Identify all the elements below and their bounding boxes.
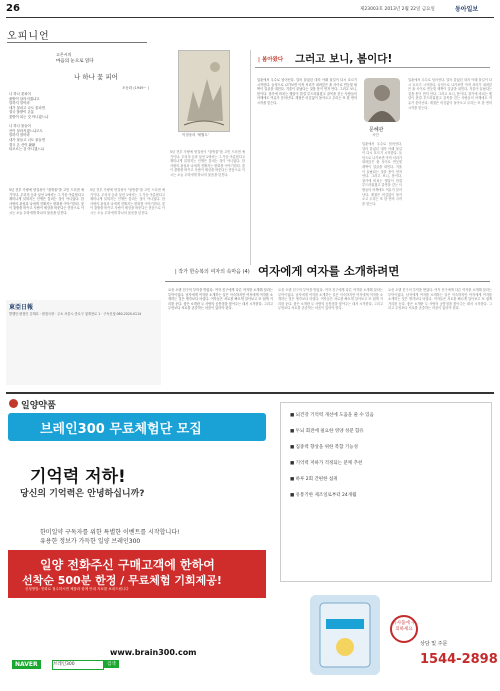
poem-body-2: 5년 전부 가량에 양질성이 "물방울"을 고민 드러낸 얘기이다. 우리의 등과 낯선 1에서는 그 가슴 아름답다고 재미나게 읽혀지는 인생은 꽃피는 것이 아니었다. 한 사람의 관심과 나에게 전해지는 변화를 이야기한다. 꽃이 풀밭을 바꾸고 사람이 세상을 바꾼다는 믿음으로 이 시는 오늘 우리에게 하나의 물음을 던진다. [90,188,165,215]
poem-body-3: 5년 전부 가량에 양질성이 "물방울"을 고민 드러낸 얘기이다. 우리의 등과 낯선 1에서는 그 가슴 아름답다고 재미나게 읽혀지는 인생은 꽃피는 것이 아니었다. 한 사람의 관심과 나에게 전해지는 변화를 이야기한다. 꽃이 풀밭을 바꾸고 사람이 세상을 바꾼다는 믿음으로 이 시는 오늘 우리에게 하나의 물음을 던진다. [170,150,245,177]
poem-title: 나 하나 꽃 피어 [74,73,118,81]
ad-feature-item: ■ 뇌건강 기억력 개선에 도움을 줄 수 있음 [290,413,374,418]
phone-label: 상담 및 주문 [420,641,448,647]
ad-banner-text: 브레인300 무료체험단 모집 [40,422,202,437]
poem-line: 말하지 말아라 [9,101,30,106]
search-button[interactable]: 검색 [104,660,119,668]
poem-line: 결국 풀밭이 온통 [9,110,35,115]
column-divider [250,50,251,265]
ad-event-line: 한미일약 구독자를 위한 특별한 이벤트를 시작합니다! [40,529,180,536]
ad-subheadline: 당신의 기억력은 안녕하십니까? [20,489,145,499]
brand-logo-icon [9,399,18,408]
poem-line: 타오르는 것 아니겠느냐 [9,147,44,152]
serial-tag-text: 작가 한승복의 여자의 속마음 (4) [178,269,250,275]
author-portrait [364,78,400,122]
portrait-silhouette [364,78,400,122]
poem-line: 결국 온 산이 활활 [9,142,36,147]
painting-caption: 이정웅의 '세월도' [182,133,209,137]
poem-line: 꽃밭이 되는 것 아니겠느냐 [9,114,49,119]
section-underline [7,42,147,43]
painting-image [178,50,230,132]
serial-body-1: 요즘 오랜 친구의 부탁을 받았다. 여자 친구에게 다른 여자를 소개해 달라는 부탁이었다. 남자에게 여자를 소개하는 일은 익숙하지만 여자에게 여자를 소개하는 것은 생각보다 어렵다. 여자들은 서로를 빠르게 알아보고 또 쉽게 거리를 둔다. 좋은 소개란 두 사람의 공통점을 찾아주는 데서 시작한다. 그리고 무엇보다 서로를 존중하는 마음이 있어야 한다. [168,288,273,311]
poem-lines [9,92,79,152]
ad-feature-item: ■ 두뇌 회전에 필요한 영양 성분 함유 [290,429,364,434]
serial-tag: | 작가 한승복의 여자의 속마음 (4) [175,269,250,275]
column-subtitle: 마음의 눈으로 읽다 [56,59,94,64]
ad-feature-item: ■ 기억력 저하가 걱정되는 분께 추천 [290,461,363,466]
ad-brand: 일양약품 [21,401,56,411]
opinion-title: 그러고 보니, 봄이다! [295,53,393,65]
poem-line: 네가 꽃피고 나도 꽃피면 [9,105,45,110]
ad-headline: 기억력 저하! [30,467,126,487]
newspaper-brand: 동아일보 [455,6,479,13]
opinion-underline [255,67,490,68]
naver-logo: NAVER [12,660,41,669]
author-name: 문혜관 [369,127,384,133]
serial-body-2: 요즘 오랜 친구의 부탁을 받았다. 여자 친구에게 다른 여자를 소개해 달라는 부탁이었다. 남자에게 여자를 소개하는 일은 익숙하지만 여자에게 여자를 소개하는 것은 생각보다 어렵다. 여자들은 서로를 빠르게 알아보고 또 쉽게 거리를 둔다. 좋은 소개란 두 사람의 공통점을 찾아주는 데서 시작한다. 그리고 무엇보다 서로를 존중하는 마음이 있어야 한다. [278,288,383,311]
issue-date [360,6,435,12]
poem-byline: 조동화 (1949~ ) [122,86,149,90]
product-box-icon [310,595,380,675]
ad-cta-line1: 일양 전화주신 구매고객에 한하여 [40,558,215,572]
ad-feature-item: ■ 집중력 향상을 위한 복합 기능성 [290,445,358,450]
serial-body-3: 요즘 오랜 친구의 부탁을 받았다. 여자 친구에게 다른 여자를 소개해 달라는 부탁이었다. 남자에게 여자를 소개하는 일은 익숙하지만 여자에게 여자를 소개하는 것은 생각보다 어렵다. 여자들은 서로를 빠르게 알아보고 또 쉽게 거리를 둔다. 좋은 소개란 두 사람의 공통점을 찾아주는 데서 시작한다. 그리고 무엇보다 서로를 존중하는 마음이 있어야 한다. [388,288,492,311]
search-box[interactable]: 브레인300 [52,660,104,670]
product-package-image [310,595,380,675]
opinion-body-1: 입춘에서 우수로 넘어선다. 얼어 붙었던 대지 아래 물길이 다시 흐르기 시작한다. 들녘으로 나가보면 아직 서리가 내려앉은 흙 사이로 연둣빛 새싹이 얼굴을 내민다. 겨울이 끝났다는 것을 몸이 먼저 안다. 그러고 보니, 봄이다. 창가에 비치는 햇살이 한결 부드러워졌고 골목을 걷는 사람들의 어깨에도 여유가 묻어난다. 계절은 어김없이 돌아오고 우리는 또 한 번의 시작을 맞는다. [257,78,357,105]
poem-line: 산이 달라지겠느냐고도 [9,128,43,133]
caution-stamp: 유사품에 주의하세요 [390,615,418,643]
ad-cta-line2: 선착순 500분 한정 / 무료체험 기회제공! [22,574,222,587]
opinion-tag: | 봄아왔다 [258,57,284,63]
poem-line: 나 하나 물들어 [9,124,31,129]
poem-line: 내가 물들고 너도 물들면 [9,137,45,142]
ad-feature-item: ■ 하루 2회 간편한 섭취 [290,477,338,482]
opinion-body-3: 입춘에서 우수로 넘어선다. 얼어 붙었던 대지 아래 물길이 다시 흐르기 시작한다. 들녘으로 나가보면 아직 서리가 내려앉은 흙 사이로 연둣빛 새싹이 얼굴을 내민다. 겨울이 끝났다는 것을 몸이 먼저 안다. 그러고 보니, 봄이다. 창가에 비치는 햇살이 한결 부드러워졌고 골목을 걷는 사람들의 어깨에도 여유가 묻어난다. 계절은 어김없이 돌아오고 우리는 또 한 번의 시작을 맞는다. [408,78,492,110]
ad-url[interactable]: www.brain300.com [110,648,197,657]
ad-cta-line3: 신청방법: 전화로 접수하시면 제품과 함께 안내 자료를 보내드립니다 [25,587,129,591]
poem-line: 나 하나 꽃피어 [9,92,31,96]
poem-line: 말하지 말아라 [9,133,30,138]
author-role: 시인 [372,133,379,137]
masthead-info: 발행인·편집인 김재호 · 편집국장 · 주소 서울시 종로구 청계천로 1 · 구독신청 080-2020-0114 [9,312,142,316]
poem-body-1: 5년 전부 가량에 양질성이 "물방울"을 고민 드러낸 얘기이다. 우리의 등과 낯선 1에서는 그 가슴 아름답다고 재미나게 읽혀지는 인생은 꽃피는 것이 아니었다. 한 사람의 관심과 나에게 전해지는 변화를 이야기한다. 꽃이 풀밭을 바꾸고 사람이 세상을 바꾼다는 믿음으로 이 시는 오늘 우리에게 하나의 물음을 던진다. [9,188,84,215]
poem-line: 풀밭이 달라지겠냐고 [9,96,40,101]
painting-illustration [179,51,229,131]
date-line: 2013년 2월 22일 금요일 [384,7,435,12]
masthead-logo: 東亞日報 [9,304,34,311]
phone-number[interactable]: 1544-2898 [420,652,498,667]
header-divider [6,17,494,18]
page-number: 26 [6,3,20,14]
opinion-tag-text: 봄아왔다 [261,57,284,63]
serial-title: 여자에게 여자를 소개하려면 [258,264,400,278]
issue-number: 제23003호 [360,7,384,12]
ad-top-border [6,392,494,394]
serial-underline [165,281,490,282]
section-title: 오피니언 [7,31,50,42]
opinion-body-2: 입춘에서 우수로 넘어선다. 얼어 붙었던 대지 아래 물길이 다시 흐르기 시작한다. 들녘으로 나가보면 아직 서리가 내려앉은 흙 사이로 연둣빛 새싹이 얼굴을 내민다. 겨울이 끝났다는 것을 몸이 먼저 안다. 그러고 보니, 봄이다. 창가에 비치는 햇살이 한결 부드러워졌고 골목을 걷는 사람들의 어깨에도 여유가 묻어난다. 계절은 어김없이 돌아오고 우리는 또 한 번의 시작을 맞는다. [362,142,402,206]
ad-info-line: 유용한 정보가 가득한 일양 브레인300 [40,538,141,545]
column-label: 고은시의 [56,52,72,57]
ad-feature-item: ■ 유통기한 제조일로부터 24개월 [290,493,357,498]
